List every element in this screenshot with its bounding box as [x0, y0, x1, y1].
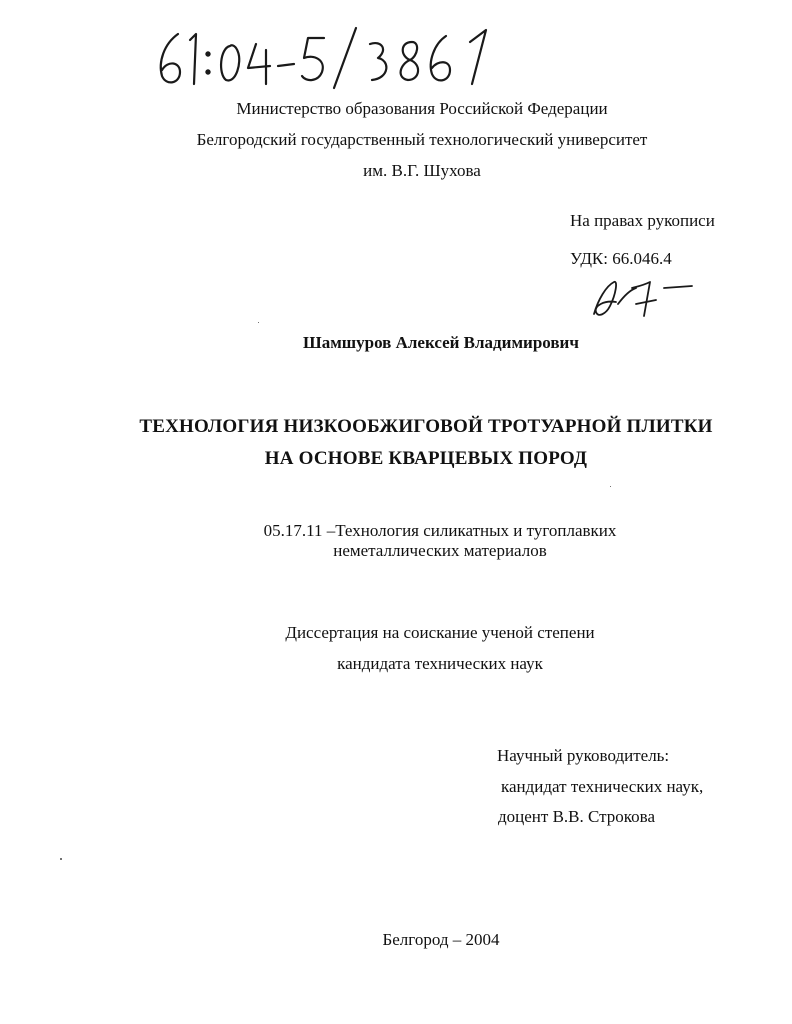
specialty-line-2: неметаллических материалов — [333, 541, 547, 560]
scan-speck — [258, 322, 259, 323]
supervisor-label: Научный руководитель: — [497, 746, 670, 765]
title-line-1: ТЕХНОЛОГИЯ НИЗКООБЖИГОВОЙ ТРОТУАРНОЙ ПЛИТКИ — [139, 416, 713, 437]
named-after-line: им. В.Г. Шухова — [363, 161, 481, 180]
rights-notice: На правах рукописи — [570, 211, 715, 230]
scan-speck — [610, 486, 611, 487]
handwritten-signature — [588, 274, 698, 324]
dissertation-line-1: Диссертация на соискание ученой степени — [285, 623, 595, 642]
city-year: Белгород – 2004 — [382, 930, 500, 949]
author-name: Шамшуров Алексей Владимирович — [303, 333, 579, 352]
supervisor-degree: кандидат технических наук, — [501, 777, 704, 796]
dissertation-line-2: кандидата технических наук — [337, 654, 543, 673]
title-line-2: НА ОСНОВЕ КВАРЦЕВЫХ ПОРОД — [264, 448, 588, 469]
udk-code: УДК: 66.046.4 — [570, 249, 672, 268]
handwritten-archive-number — [150, 22, 510, 92]
specialty-line-1: 05.17.11 –Технология силикатных и тугоплавких — [263, 521, 617, 540]
university-line: Белгородский государственный технологический университет — [196, 130, 648, 149]
scan-speck — [60, 858, 62, 860]
ministry-line: Министерство образования Российской Федерации — [236, 99, 608, 118]
supervisor-name: доцент В.В. Строкова — [498, 807, 655, 826]
